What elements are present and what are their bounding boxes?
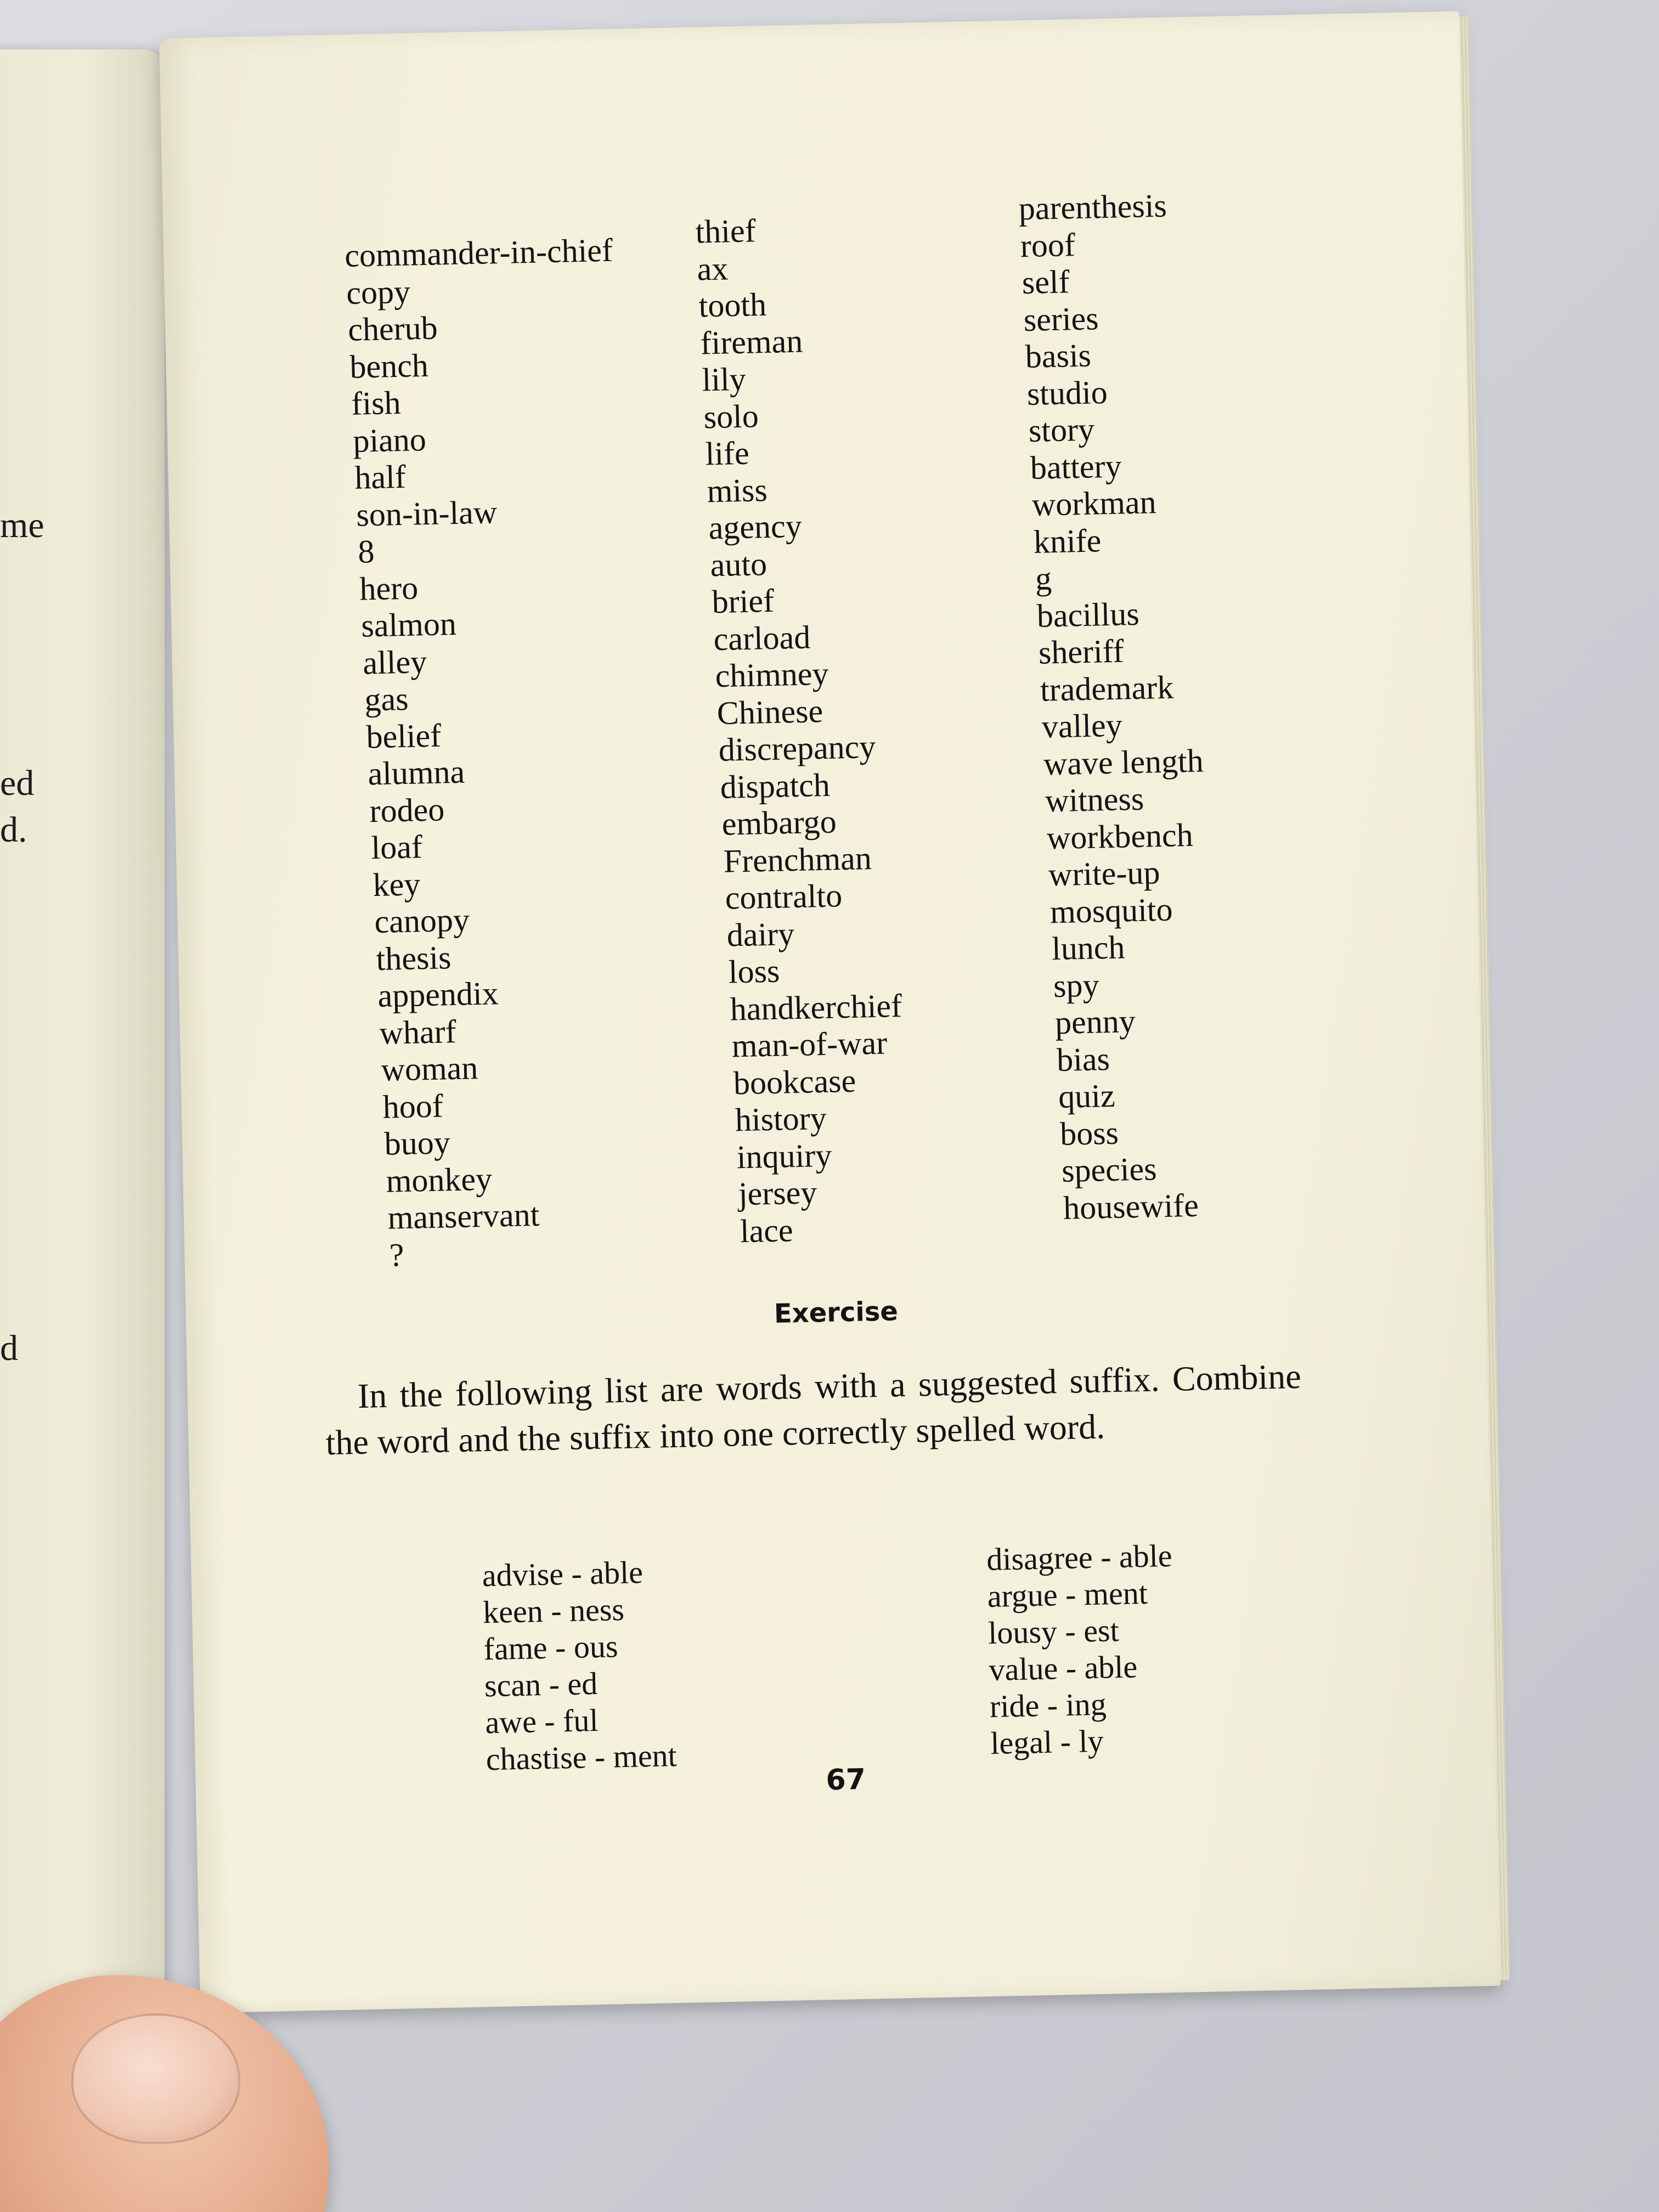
suffix-item: value - able (988, 1649, 1138, 1688)
suffix-item: argue - ment (987, 1575, 1148, 1614)
word-item: jersey (738, 1174, 817, 1212)
word-item: monkey (386, 1160, 493, 1199)
word-item: embargo (721, 803, 837, 842)
suffix-item: lousy - est (988, 1612, 1120, 1651)
word-item: penny (1054, 1003, 1136, 1041)
word-item: hero (359, 569, 419, 607)
word-item: buoy (383, 1124, 451, 1162)
word-item: valley (1041, 707, 1123, 745)
word-item: bacillus (1036, 595, 1140, 634)
word-item: witness (1045, 780, 1144, 819)
word-item: piano (352, 421, 427, 459)
word-item: life (704, 435, 750, 472)
word-column-2 (695, 210, 907, 1250)
left-page (0, 49, 165, 2057)
left-page-fragment: d (0, 1328, 18, 1368)
word-item: lace (740, 1211, 794, 1249)
suffix-item: scan - ed (484, 1665, 598, 1704)
word-item: roof (1020, 226, 1076, 264)
word-item: wharf (379, 1013, 457, 1051)
page-edge (1459, 16, 1510, 1980)
suffix-item: fame - ous (483, 1628, 619, 1667)
word-item: auto (710, 545, 768, 583)
word-item: bookcase (733, 1062, 856, 1101)
left-page-fragment: me (0, 505, 44, 545)
word-item: lunch (1051, 929, 1126, 967)
word-item: trademark (1040, 669, 1174, 708)
word-item: thesis (375, 939, 452, 977)
suffix-item: ride - ing (989, 1686, 1107, 1724)
word-item: carload (713, 618, 811, 657)
word-item: sheriff (1038, 633, 1125, 671)
word-column-1 (345, 232, 634, 1274)
suffix-list-right (986, 1537, 1177, 1762)
word-item: tooth (698, 286, 767, 324)
word-item: salmon (360, 605, 457, 644)
word-item: gas (364, 680, 409, 718)
left-page-fragment: d. (0, 810, 27, 850)
word-item: loss (728, 952, 780, 990)
word-item: 8 (357, 533, 375, 570)
word-item: chimney (715, 655, 830, 695)
word-item: ? (389, 1236, 405, 1273)
word-list (344, 187, 1408, 1290)
word-item: dairy (726, 915, 795, 953)
word-item: knife (1033, 522, 1102, 560)
word-item: bias (1056, 1040, 1110, 1078)
suffix-item: awe - ful (484, 1702, 599, 1741)
suffix-item: keen - ness (482, 1591, 625, 1630)
suffix-item: legal - ly (990, 1723, 1104, 1761)
word-item: loaf (370, 828, 423, 866)
word-item: commander-in-chief (344, 232, 613, 274)
word-item: copy (346, 273, 411, 311)
word-item: boss (1059, 1114, 1119, 1152)
word-item: miss (706, 471, 768, 509)
word-item: alley (362, 643, 427, 681)
word-item: discrepancy (718, 728, 876, 768)
word-item: ax (696, 250, 729, 287)
word-item: battery (1030, 447, 1122, 486)
word-item: woman (380, 1049, 478, 1088)
suffix-list-left (482, 1553, 677, 1778)
thumbnail-nail (71, 2013, 240, 2144)
word-item: parenthesis (1018, 187, 1167, 227)
word-item: mosquito (1049, 891, 1173, 930)
word-item: bench (349, 347, 429, 385)
word-item: Frenchman (723, 839, 872, 879)
word-item: history (735, 1099, 827, 1138)
suffix-item: advise - able (482, 1554, 644, 1594)
page-number: 67 (825, 1763, 866, 1797)
word-item: manservant (387, 1196, 540, 1236)
word-item: half (354, 458, 407, 496)
word-item: fireman (699, 323, 803, 361)
suffix-item: chastise - ment (486, 1737, 678, 1778)
word-item: quiz (1058, 1077, 1116, 1115)
word-item: canopy (374, 901, 470, 940)
word-item: key (372, 865, 421, 903)
word-item: Chinese (716, 692, 823, 731)
word-item: handkerchief (730, 987, 902, 1028)
word-item: wave length (1043, 742, 1204, 782)
word-item: self (1022, 263, 1070, 301)
word-item: cherub (347, 309, 438, 348)
word-column-3 (1018, 187, 1213, 1227)
word-item: series (1023, 300, 1099, 338)
word-item: thief (695, 212, 757, 250)
exercise-title: Exercise (774, 1296, 899, 1330)
word-item: studio (1026, 374, 1108, 412)
word-item: man-of-war (731, 1024, 888, 1064)
word-item: dispatch (720, 766, 831, 805)
left-page-fragment: ed (0, 763, 35, 803)
word-item: housewife (1063, 1187, 1199, 1226)
word-item: belief (365, 717, 442, 755)
word-item: lily (701, 360, 747, 398)
word-item: solo (703, 397, 759, 435)
suffix-item: disagree - able (986, 1537, 1173, 1578)
word-item: g (1035, 560, 1052, 597)
word-item: story (1028, 411, 1095, 449)
word-item: son-in-law (356, 493, 498, 533)
word-item: hoof (382, 1087, 444, 1125)
word-item: basis (1025, 337, 1092, 375)
word-item: rodeo (369, 791, 445, 829)
word-item: workman (1031, 484, 1157, 523)
book-page (159, 11, 1500, 2013)
word-item: workbench (1046, 816, 1194, 856)
word-item: agency (708, 507, 803, 546)
word-item: brief (712, 582, 775, 620)
word-item: appendix (377, 975, 499, 1014)
word-item: fish (351, 384, 402, 422)
word-item: write-up (1048, 854, 1160, 893)
word-item: spy (1053, 967, 1100, 1004)
word-item: contralto (725, 877, 843, 916)
word-item: species (1061, 1150, 1158, 1189)
exercise-instructions: In the following list are words with a suggested suffix. Combine the word and the suffix into one correctly spelled word. (325, 1356, 1302, 1463)
word-item: inquiry (736, 1137, 832, 1175)
word-item: alumna (367, 753, 465, 792)
